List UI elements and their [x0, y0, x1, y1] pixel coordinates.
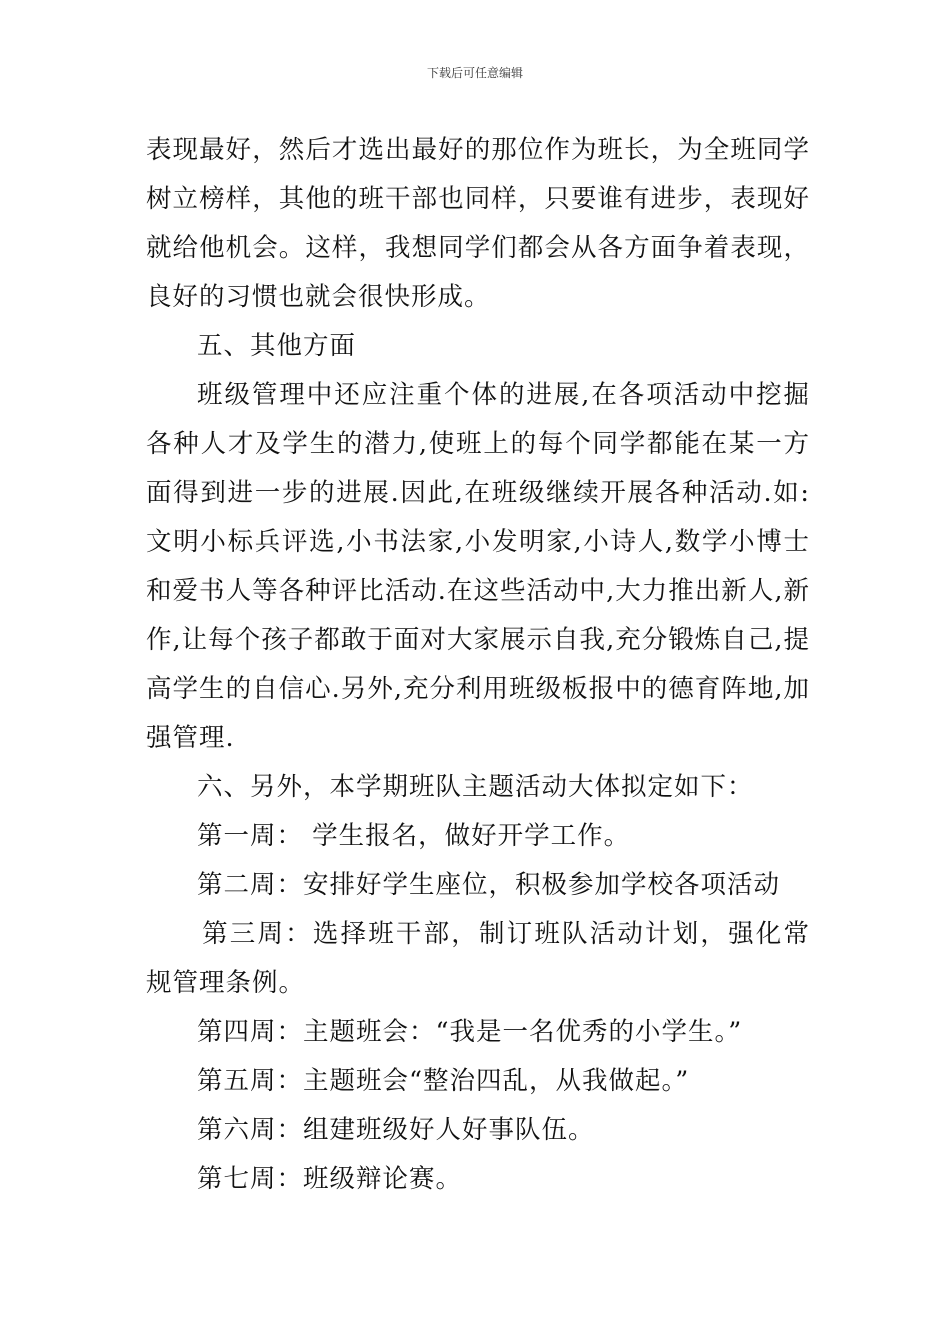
page-header: 下载后可任意编辑: [426, 66, 523, 80]
document-body: [146, 126, 810, 1204]
paragraph-class-management: 班级管理中还应注重个体的进展,在各项活动中挖掘各种人才及学生的潜力,使班上的每个同学都能在某一方面得到进一步的进展.因此,在班级继续开展各种活动.如:文明小标兵评选,小书法家,小发明家,小诗人,数学小博士和爱书人等各种评比活动.在这些活动中,大力推出新人,新作,让每个孩子都敢于面对大家展示自我,充分锻炼自己,提高学生的自信心.另外,充分利用班级板报中的德育阵地,加强管理.: [146, 380, 810, 753]
week-5-item: 第五周：主题班会“整治四乱，从我做起。”: [197, 1066, 690, 1096]
week-7-item: 第七周：班级辩论赛。: [197, 1164, 463, 1194]
week-4-item: 第四周：主题班会：“我是一名优秀的小学生。”: [197, 1017, 743, 1047]
section-heading-theme-activities: 六、另外，本学期班队主题活动大体拟定如下：: [197, 772, 754, 802]
week-6-item: 第六周：组建班级好人好事队伍。: [197, 1115, 595, 1145]
week-3-item: 第三周：选择班干部，制订班队活动计划，强化常规管理条例。: [146, 919, 810, 998]
week-2-item: 第二周：安排好学生座位，积极参加学校各项活动: [197, 870, 781, 900]
week-1-item: 第一周： 学生报名，做好开学工作。: [197, 821, 631, 851]
section-heading-other-aspects: 五、其他方面: [197, 331, 357, 361]
paragraph-class-leader-selection: 表现最好，然后才选出最好的那位作为班长，为全班同学树立榜样，其他的班干部也同样，只要谁有进步，表现好就给他机会。这样，我想同学们都会从各方面争着表现，良好的习惯也就会很快形成。: [146, 135, 810, 312]
